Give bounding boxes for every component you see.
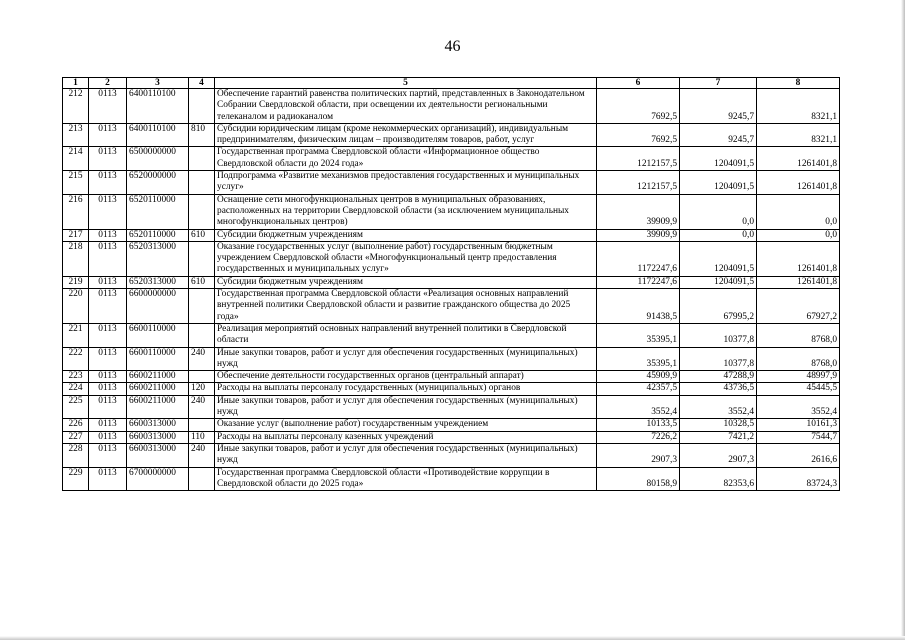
row-number: 221 — [63, 323, 89, 347]
amount-col-7: 9245,7 — [680, 123, 757, 147]
header-col-3: 3 — [127, 78, 189, 89]
amount-col-8: 45445,5 — [757, 383, 840, 395]
amount-col-6: 1212157,5 — [597, 171, 680, 195]
row-number: 216 — [63, 194, 89, 229]
target-article-code: 6600110000 — [127, 347, 189, 371]
row-number: 214 — [63, 147, 89, 171]
table-row — [63, 395, 840, 419]
expense-name: Оказание услуг (выполнение работ) государственным учреждением — [215, 419, 597, 431]
target-article-code: 6600000000 — [127, 289, 189, 324]
expense-name: Субсидии бюджетным учреждениям — [215, 229, 597, 241]
section-code: 0113 — [89, 431, 127, 443]
row-number: 226 — [63, 419, 89, 431]
target-article-code: 6400110100 — [127, 123, 189, 147]
expense-kind-code — [189, 147, 215, 171]
amount-col-8: 8768,0 — [757, 323, 840, 347]
section-code: 0113 — [89, 276, 127, 288]
expense-name: Расходы на выплаты персоналу казенных учреждений — [215, 431, 597, 443]
table-row — [63, 229, 840, 241]
section-code: 0113 — [89, 194, 127, 229]
scan-edge-shadow — [901, 0, 905, 640]
section-code: 0113 — [89, 147, 127, 171]
table-header-row — [63, 78, 840, 89]
section-code: 0113 — [89, 467, 127, 491]
amount-col-6: 39909,9 — [597, 229, 680, 241]
expense-kind-code: 120 — [189, 383, 215, 395]
table-row — [63, 431, 840, 443]
amount-col-7: 1204091,5 — [680, 241, 757, 276]
target-article-code: 6520313000 — [127, 276, 189, 288]
expense-kind-code: 240 — [189, 443, 215, 467]
expense-kind-code: 240 — [189, 395, 215, 419]
target-article-code: 6520110000 — [127, 194, 189, 229]
section-code: 0113 — [89, 289, 127, 324]
amount-col-8: 8321,1 — [757, 89, 840, 124]
target-article-code: 6500000000 — [127, 147, 189, 171]
expense-kind-code: 610 — [189, 276, 215, 288]
section-code: 0113 — [89, 323, 127, 347]
amount-col-6: 45909,9 — [597, 371, 680, 383]
expense-kind-code: 810 — [189, 123, 215, 147]
amount-col-8: 1261401,8 — [757, 147, 840, 171]
table-row — [63, 371, 840, 383]
amount-col-6: 35395,1 — [597, 323, 680, 347]
row-number: 227 — [63, 431, 89, 443]
section-code: 0113 — [89, 443, 127, 467]
amount-col-6: 42357,5 — [597, 383, 680, 395]
amount-col-6: 7692,5 — [597, 89, 680, 124]
amount-col-8: 1261401,8 — [757, 276, 840, 288]
row-number: 217 — [63, 229, 89, 241]
amount-col-8: 67927,2 — [757, 289, 840, 324]
amount-col-8: 1261401,8 — [757, 241, 840, 276]
table-row — [63, 467, 840, 491]
expense-kind-code — [189, 467, 215, 491]
expense-kind-code: 240 — [189, 347, 215, 371]
section-code: 0113 — [89, 395, 127, 419]
table-row — [63, 89, 840, 124]
row-number: 220 — [63, 289, 89, 324]
target-article-code: 6600313000 — [127, 443, 189, 467]
amount-col-7: 9245,7 — [680, 89, 757, 124]
row-number: 219 — [63, 276, 89, 288]
table-row — [63, 419, 840, 431]
amount-col-8: 10161,3 — [757, 419, 840, 431]
section-code: 0113 — [89, 229, 127, 241]
expense-name: Государственная программа Свердловской области «Реализация основных направлений внутренней политики Свердловской области и развитие гражданского общества до 2025 года» — [215, 289, 597, 324]
table-row — [63, 147, 840, 171]
target-article-code: 6520000000 — [127, 171, 189, 195]
amount-col-7: 7421,2 — [680, 431, 757, 443]
target-article-code: 6600211000 — [127, 395, 189, 419]
expense-kind-code — [189, 371, 215, 383]
section-code: 0113 — [89, 383, 127, 395]
row-number: 222 — [63, 347, 89, 371]
target-article-code: 6600211000 — [127, 371, 189, 383]
amount-col-8: 48997,9 — [757, 371, 840, 383]
target-article-code: 6600313000 — [127, 431, 189, 443]
amount-col-7: 1204091,5 — [680, 147, 757, 171]
expense-kind-code — [189, 323, 215, 347]
amount-col-7: 0,0 — [680, 194, 757, 229]
expense-name: Подпрограмма «Развитие механизмов предоставления государственных и муниципальных услуг» — [215, 171, 597, 195]
amount-col-8: 83724,3 — [757, 467, 840, 491]
amount-col-7: 10328,5 — [680, 419, 757, 431]
header-col-8: 8 — [757, 78, 840, 89]
expense-name: Иные закупки товаров, работ и услуг для обеспечения государственных (муниципальных) нужд — [215, 395, 597, 419]
amount-col-7: 3552,4 — [680, 395, 757, 419]
table-row — [63, 347, 840, 371]
table-row — [63, 289, 840, 324]
expense-name: Оснащение сети многофункциональных центров в муниципальных образованиях, расположенных на территории Свердловской области (за исключением муниципальных многофункциональных центров) — [215, 194, 597, 229]
row-number: 215 — [63, 171, 89, 195]
row-number: 228 — [63, 443, 89, 467]
header-col-4: 4 — [189, 78, 215, 89]
table-row — [63, 171, 840, 195]
amount-col-7: 10377,8 — [680, 347, 757, 371]
amount-col-7: 43736,5 — [680, 383, 757, 395]
amount-col-6: 35395,1 — [597, 347, 680, 371]
expense-name: Государственная программа Свердловской области «Противодействие коррупции в Свердловской области до 2025 года» — [215, 467, 597, 491]
amount-col-7: 82353,6 — [680, 467, 757, 491]
expense-kind-code: 110 — [189, 431, 215, 443]
expense-name: Субсидии юридическим лицам (кроме некоммерческих организаций), индивидуальным предпринимателям, физическим лицам – производителям товаров, работ, услуг — [215, 123, 597, 147]
scan-bottom-shadow — [0, 636, 905, 640]
amount-col-6: 2907,3 — [597, 443, 680, 467]
target-article-code: 6600110000 — [127, 323, 189, 347]
expense-name: Реализация мероприятий основных направлений внутренней политики в Свердловской области — [215, 323, 597, 347]
row-number: 229 — [63, 467, 89, 491]
expense-name: Иные закупки товаров, работ и услуг для обеспечения государственных (муниципальных) нужд — [215, 347, 597, 371]
expense-kind-code — [189, 241, 215, 276]
table-row — [63, 123, 840, 147]
expense-kind-code — [189, 194, 215, 229]
page-number: 46 — [444, 38, 461, 55]
amount-col-7: 1204091,5 — [680, 276, 757, 288]
amount-col-6: 80158,9 — [597, 467, 680, 491]
amount-col-6: 10133,5 — [597, 419, 680, 431]
amount-col-6: 1172247,6 — [597, 241, 680, 276]
budget-table — [62, 77, 840, 491]
section-code: 0113 — [89, 419, 127, 431]
amount-col-7: 47288,9 — [680, 371, 757, 383]
amount-col-8: 0,0 — [757, 229, 840, 241]
amount-col-7: 1204091,5 — [680, 171, 757, 195]
expense-name: Субсидии бюджетным учреждениям — [215, 276, 597, 288]
section-code: 0113 — [89, 347, 127, 371]
amount-col-6: 3552,4 — [597, 395, 680, 419]
amount-col-8: 7544,7 — [757, 431, 840, 443]
expense-name: Обеспечение деятельности государственных органов (центральный аппарат) — [215, 371, 597, 383]
target-article-code: 6600211000 — [127, 383, 189, 395]
expense-kind-code: 610 — [189, 229, 215, 241]
amount-col-7: 10377,8 — [680, 323, 757, 347]
amount-col-6: 39909,9 — [597, 194, 680, 229]
target-article-code: 6600313000 — [127, 419, 189, 431]
expense-kind-code — [189, 419, 215, 431]
header-col-7: 7 — [680, 78, 757, 89]
table-row — [63, 241, 840, 276]
amount-col-8: 1261401,8 — [757, 171, 840, 195]
amount-col-6: 91438,5 — [597, 289, 680, 324]
amount-col-6: 1172247,6 — [597, 276, 680, 288]
table-row — [63, 443, 840, 467]
expense-name: Государственная программа Свердловской области «Информационное общество Свердловской области до 2024 года» — [215, 147, 597, 171]
row-number: 218 — [63, 241, 89, 276]
table-row — [63, 276, 840, 288]
row-number: 225 — [63, 395, 89, 419]
expense-kind-code — [189, 89, 215, 124]
amount-col-8: 8768,0 — [757, 347, 840, 371]
amount-col-8: 8321,1 — [757, 123, 840, 147]
amount-col-8: 0,0 — [757, 194, 840, 229]
target-article-code: 6520110000 — [127, 229, 189, 241]
expense-name: Расходы на выплаты персоналу государственных (муниципальных) органов — [215, 383, 597, 395]
row-number: 212 — [63, 89, 89, 124]
expense-name: Обеспечение гарантий равенства политических партий, представленных в Законодательном Собрании Свердловской области, при освещении их деятельности региональными телеканалом и радиоканалом — [215, 89, 597, 124]
amount-col-6: 1212157,5 — [597, 147, 680, 171]
row-number: 224 — [63, 383, 89, 395]
section-code: 0113 — [89, 123, 127, 147]
amount-col-8: 2616,6 — [757, 443, 840, 467]
section-code: 0113 — [89, 89, 127, 124]
table-row — [63, 323, 840, 347]
row-number: 223 — [63, 371, 89, 383]
expense-kind-code — [189, 289, 215, 324]
section-code: 0113 — [89, 171, 127, 195]
amount-col-7: 2907,3 — [680, 443, 757, 467]
header-col-6: 6 — [597, 78, 680, 89]
header-col-2: 2 — [89, 78, 127, 89]
amount-col-6: 7226,2 — [597, 431, 680, 443]
target-article-code: 6400110100 — [127, 89, 189, 124]
expense-name: Оказание государственных услуг (выполнение работ) государственным бюджетным учреждением Свердловской области «Многофункциональный центр предоставления государственных и муниципальных услуг» — [215, 241, 597, 276]
section-code: 0113 — [89, 371, 127, 383]
expense-name: Иные закупки товаров, работ и услуг для обеспечения государственных (муниципальных) нужд — [215, 443, 597, 467]
amount-col-8: 3552,4 — [757, 395, 840, 419]
amount-col-7: 0,0 — [680, 229, 757, 241]
target-article-code: 6520313000 — [127, 241, 189, 276]
table-row — [63, 194, 840, 229]
table-row — [63, 383, 840, 395]
header-col-5: 5 — [215, 78, 597, 89]
amount-col-6: 7692,5 — [597, 123, 680, 147]
header-col-1: 1 — [63, 78, 89, 89]
section-code: 0113 — [89, 241, 127, 276]
expense-kind-code — [189, 171, 215, 195]
row-number: 213 — [63, 123, 89, 147]
target-article-code: 6700000000 — [127, 467, 189, 491]
amount-col-7: 67995,2 — [680, 289, 757, 324]
